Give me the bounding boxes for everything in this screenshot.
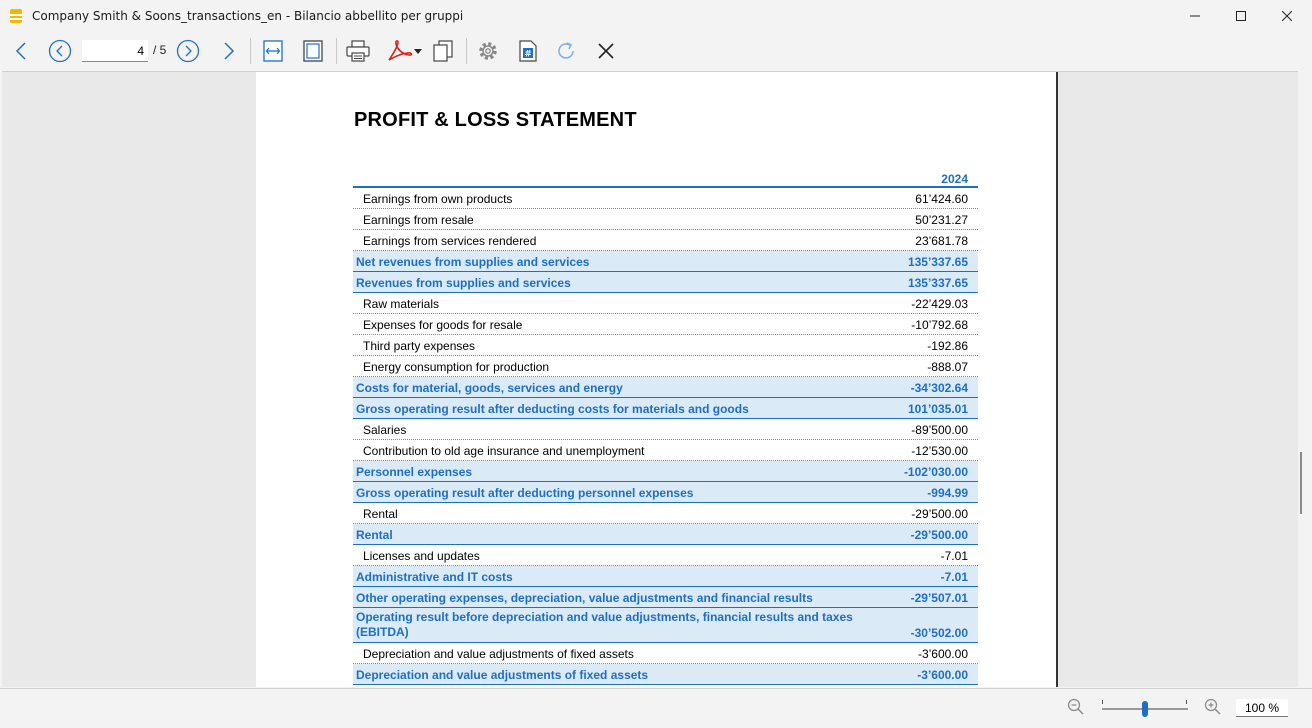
row-value: -29’500.00 <box>911 507 968 521</box>
row-label: Gross operating result after deducting costs for materials and goods <box>356 402 749 416</box>
row-label: Administrative and IT costs <box>356 570 513 584</box>
row-label: Operating result before depreciation and value adjustments, financial results and taxes (EBITDA) <box>356 610 853 639</box>
total-row <box>353 461 978 482</box>
circle-next-icon <box>176 39 200 63</box>
row-label: Rental <box>363 507 398 521</box>
row-label: Contribution to old age insurance and unemployment <box>363 444 645 458</box>
row-value: -12’530.00 <box>911 444 968 458</box>
table-row <box>353 419 978 440</box>
zoom-level-field[interactable]: 100 % <box>1236 699 1288 717</box>
close-icon <box>1282 11 1292 21</box>
preview-area <box>2 71 1298 687</box>
table-row <box>353 503 978 524</box>
previous-button[interactable] <box>10 36 32 66</box>
refresh-button[interactable] <box>552 36 580 66</box>
total-row <box>353 251 978 272</box>
maximize-icon <box>1236 11 1246 21</box>
row-value: -30’502.00 <box>910 626 968 640</box>
total-row <box>353 377 978 398</box>
close-icon <box>597 42 615 60</box>
row-value: 61’424.60 <box>915 192 968 206</box>
row-value: -7.01 <box>940 570 968 584</box>
refresh-icon <box>555 40 577 62</box>
settings-button[interactable] <box>474 36 502 66</box>
table-row <box>353 188 978 209</box>
row-label: Net revenues from supplies and services <box>356 255 590 269</box>
table-row <box>353 230 978 251</box>
table-row <box>353 643 978 664</box>
maximize-button[interactable] <box>1218 0 1264 32</box>
row-value: -29’500.00 <box>910 528 968 542</box>
table-body <box>353 188 978 685</box>
vertical-scrollbar-thumb[interactable] <box>1300 452 1302 514</box>
page-total-label: / 5 <box>153 43 167 57</box>
row-value: 135’337.65 <box>907 276 968 290</box>
row-value: 50’231.27 <box>915 213 968 227</box>
row-value: -3’600.00 <box>917 647 968 661</box>
app-logo-icon <box>10 9 22 23</box>
row-value: -888.07 <box>927 360 968 374</box>
zoom-in-button[interactable] <box>1204 698 1222 721</box>
row-label: Rental <box>356 528 393 542</box>
row-value: 101’035.01 <box>907 402 968 416</box>
pdf-icon <box>385 40 423 62</box>
fit-page-icon <box>303 40 323 62</box>
table-row <box>353 335 978 356</box>
row-value: 23’681.78 <box>915 234 968 248</box>
row-value: -3’600.00 <box>917 668 968 682</box>
window-title: Company Smith & Soons_transactions_en - Bilancio abbellito per gruppi <box>32 9 464 23</box>
page-number-input[interactable] <box>82 40 148 62</box>
row-label: Gross operating result after deducting personnel expenses <box>356 486 694 500</box>
row-value: -34’302.64 <box>910 381 968 395</box>
page-number-button[interactable] <box>514 36 542 66</box>
zoom-out-button[interactable] <box>1067 698 1085 721</box>
row-value: 135’337.65 <box>907 255 968 269</box>
row-value: -10’792.68 <box>911 318 968 332</box>
report-page <box>256 72 1056 687</box>
zoom-slider-thumb[interactable] <box>1142 701 1148 717</box>
total-row <box>353 482 978 503</box>
row-label: Earnings from own products <box>363 192 513 206</box>
vertical-scrollbar[interactable] <box>1298 71 1312 687</box>
chevron-left-icon <box>15 41 27 61</box>
zoom-in-icon <box>1204 698 1222 716</box>
toolbar <box>0 32 1312 70</box>
table-row <box>353 314 978 335</box>
total-row <box>353 272 978 293</box>
row-label: Licenses and updates <box>363 549 480 563</box>
next-button[interactable] <box>218 36 240 66</box>
total-row <box>353 524 978 545</box>
fit-page-button[interactable] <box>300 36 326 66</box>
row-label: Earnings from resale <box>363 213 474 227</box>
row-value: -22’429.03 <box>911 297 968 311</box>
profit-loss-table <box>353 170 978 685</box>
row-label: Salaries <box>363 423 407 437</box>
row-label: Third party expenses <box>363 339 476 353</box>
row-label: Raw materials <box>363 297 440 311</box>
title-bar <box>0 0 1312 32</box>
total-row <box>353 664 978 685</box>
row-label: Depreciation and value adjustments of fixed assets <box>363 647 634 661</box>
row-label: Revenues from supplies and services <box>356 276 571 290</box>
row-label: Other operating expenses, depreciation, value adjustments and financial results <box>356 591 813 605</box>
table-row <box>353 356 978 377</box>
chevron-right-icon <box>223 41 235 61</box>
row-value: -192.86 <box>927 339 968 353</box>
close-window-button[interactable] <box>1264 0 1310 32</box>
row-value: -994.99 <box>927 486 968 500</box>
table-row <box>353 293 978 314</box>
zoom-out-icon <box>1067 698 1085 716</box>
total-row <box>353 566 978 587</box>
minimize-icon <box>1190 11 1200 21</box>
toolbar-separator <box>466 38 467 64</box>
table-row <box>353 209 978 230</box>
next-page-button[interactable] <box>174 36 202 66</box>
row-label: Expenses for goods for resale <box>363 318 523 332</box>
table-row <box>353 545 978 566</box>
toolbar-separator <box>250 38 251 64</box>
row-label: Earnings from services rendered <box>363 234 537 248</box>
print-button[interactable] <box>344 36 372 66</box>
export-pdf-button[interactable] <box>384 36 424 66</box>
print-icon <box>346 40 370 62</box>
row-label: Personnel expenses <box>356 465 473 479</box>
close-preview-button[interactable] <box>592 36 620 66</box>
table-row <box>353 440 978 461</box>
minimize-button[interactable] <box>1172 0 1218 32</box>
total-row <box>353 398 978 419</box>
report-title: PROFIT & LOSS STATEMENT <box>354 109 637 131</box>
previous-page-button[interactable] <box>46 36 74 66</box>
page-number-icon <box>518 40 538 62</box>
row-label: Energy consumption for production <box>363 360 550 374</box>
zoom-slider-tick <box>1186 700 1187 704</box>
toolbar-separator <box>336 38 337 64</box>
zoom-slider-tick <box>1102 700 1103 704</box>
total-row <box>353 587 978 608</box>
row-label: Costs for material, goods, services and energy <box>356 381 623 395</box>
svg-text:#: # <box>524 49 532 60</box>
fit-width-icon <box>263 40 283 62</box>
total-row <box>353 608 978 643</box>
row-value: -7.01 <box>940 549 968 563</box>
row-value: -89’500.00 <box>911 423 968 437</box>
settings-icon <box>477 40 499 62</box>
year-header: 2024 <box>941 172 968 186</box>
copy-icon <box>432 40 454 62</box>
table-header-row <box>353 170 978 188</box>
row-value: -102’030.00 <box>903 465 968 479</box>
row-label: Depreciation and value adjustments of fixed assets <box>356 668 649 682</box>
row-value: -29’507.01 <box>910 591 968 605</box>
copy-button[interactable] <box>430 36 456 66</box>
circle-prev-icon <box>48 39 72 63</box>
fit-width-button[interactable] <box>260 36 286 66</box>
